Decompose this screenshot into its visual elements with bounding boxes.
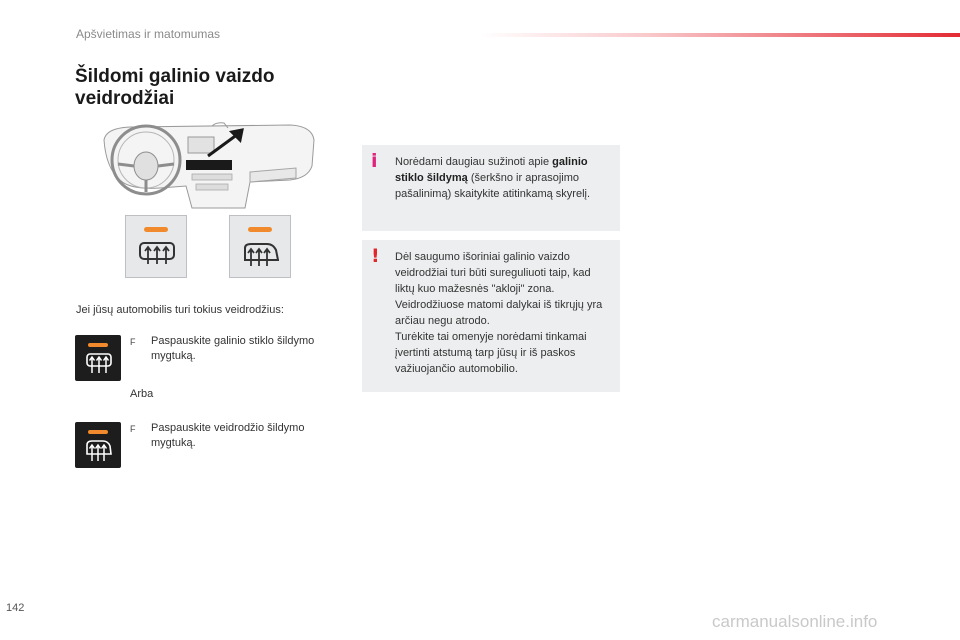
rear-window-heating-button <box>75 335 121 381</box>
dashboard-illustration <box>100 120 320 212</box>
rear-window-heating-icon <box>86 353 112 375</box>
step-bullet: F <box>130 424 136 434</box>
mirror-heating-icon <box>86 440 112 462</box>
page-title-line1: Šildomi galinio vaizdo <box>75 66 275 87</box>
warning-text-1: Dėl saugumo išoriniai galinio vaizdo veidrodžiai turi būti sureguliuoti taip, kad liktų kuo mažesnės "akloji" zona. <box>395 251 591 295</box>
step-bullet: F <box>130 337 136 347</box>
step-text: Paspauskite galinio stiklo šildymo mygtuką. <box>151 335 315 362</box>
indicator-led <box>88 430 108 434</box>
rear-window-heating-icon <box>139 242 175 268</box>
warning-icon: ! <box>371 245 380 267</box>
warning-text-2: Veidrodžiuose matomi dalykai iš tikrųjų yra arčiau negu atrodo. <box>395 299 603 327</box>
step-text: Paspauskite veidrodžio šildymo mygtuką. <box>151 422 305 449</box>
info-text-after: (šerkšno ir aprasojimo pašalinimą) skaitykite atitinkamą skyrelį. <box>395 172 591 200</box>
mirror-heating-icon <box>243 242 279 268</box>
mirror-heating-button-illustration <box>229 215 291 278</box>
indicator-led <box>88 343 108 347</box>
mirror-heating-button <box>75 422 121 468</box>
warning-text-3: Turėkite tai omenyje norėdami tinkamai įvertinti atstumą tarp jūsų ir iš paskos važiuojančio automobilio. <box>395 331 587 375</box>
watermark: carmanualsonline.info <box>712 612 878 631</box>
step-rear-window <box>130 334 345 364</box>
intro-text: Jei jūsų automobilis turi tokius veidrodžius: <box>76 304 284 316</box>
section-title: Apšvietimas ir matomumas <box>76 27 221 41</box>
header-accent-bar <box>480 33 960 37</box>
page-title <box>75 66 375 110</box>
warning-box <box>362 240 620 392</box>
indicator-led <box>248 227 272 232</box>
info-text-bold: galinio stiklo šildymą <box>395 156 588 184</box>
or-label: Arba <box>130 388 154 400</box>
info-box <box>362 145 620 231</box>
rear-window-heating-button-illustration <box>125 215 187 278</box>
indicator-led <box>144 227 168 232</box>
step-mirror <box>130 421 345 451</box>
page-number: 142 <box>6 602 25 614</box>
info-icon: i <box>371 150 378 172</box>
info-text-before: Norėdami daugiau sužinoti apie <box>395 156 553 168</box>
page-title-line2: veidrodžiai <box>75 88 175 109</box>
